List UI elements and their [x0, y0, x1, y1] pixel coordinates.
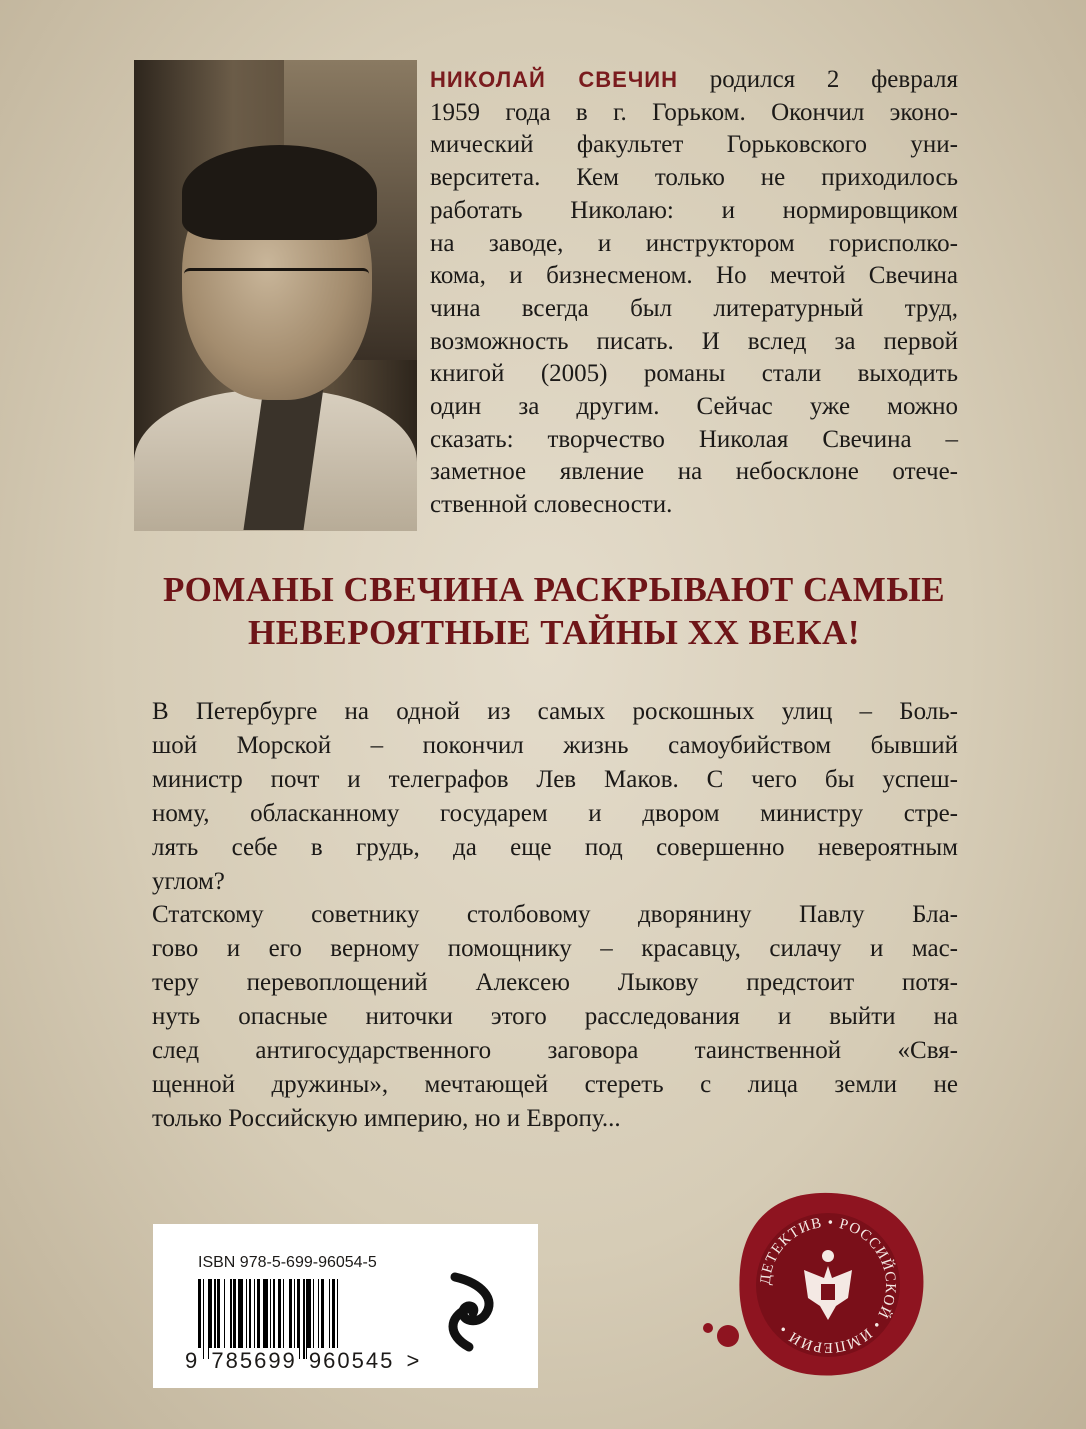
description-line: щенной дружины», мечтающей стереть с лица земли не	[152, 1070, 958, 1098]
description-line: углом?	[152, 867, 225, 895]
bio-line: 1959 года в г. Горьком. Окончил эконо-	[430, 98, 958, 126]
bio-line: на заводе, и инструктором горисполко-	[430, 229, 958, 257]
description-line: нуть опасные ниточки этого расследования и выйти на	[152, 1003, 958, 1031]
bio-line: работать Николаю: и нормировщиком	[430, 196, 958, 224]
bio-line: ственной словесности.	[430, 491, 673, 519]
headline-line: РОМАНЫ СВЕЧИНА РАСКРЫВАЮТ САМЫЕ	[162, 570, 946, 609]
bio-line: возможность писать. И вслед за первой	[430, 327, 958, 355]
isbn-digits	[183, 1348, 423, 1374]
bio-line: кома, и бизнесменом. Но мечтой Свечина	[430, 262, 958, 290]
author-name: НИКОЛАЙ СВЕЧИН	[430, 67, 679, 92]
description-line: министр почт и телеграфов Лев Маков. С чего бы успеш-	[152, 765, 958, 793]
isbn-label: ISBN 978-5-699-96054-5	[198, 1254, 377, 1271]
description-line: гово и его верному помощнику – красавцу, силачу и мас-	[152, 935, 958, 963]
bio-line: верситета. Кем только не приходилось	[430, 164, 958, 192]
description-line: теру перевоплощений Алексею Лыкову предстоит потя-	[152, 969, 958, 997]
headline	[150, 568, 958, 654]
seal-text: ДЕТЕКТИВ • РОССИЙСКОЙ • ИМПЕРИИ •	[757, 1214, 899, 1356]
description-line: лять себе в грудь, да еще под совершенно невероятным	[152, 833, 958, 861]
headline-line: НЕВЕРОЯТНЫЕ ТАЙНЫ XX ВЕКА!	[248, 613, 860, 652]
isbn-digit-group: 785699	[211, 1348, 297, 1373]
bio-line: мический факультет Горьковского уни-	[430, 131, 958, 159]
bio-line: заметное явление на небосклоне отече-	[430, 458, 958, 486]
description-line: только Российскую империю, но и Европу...	[152, 1104, 621, 1132]
bio-line: один за другим. Сейчас уже можно	[430, 393, 958, 421]
bio-text: родился 2 февраля	[678, 66, 958, 93]
author-photo	[134, 60, 417, 531]
bio-line	[430, 64, 958, 97]
description-line: след антигосударственного заговора таинственной «Свя-	[152, 1037, 958, 1065]
isbn-digit-lead: 9	[185, 1348, 200, 1373]
bio-line: сказать: творчество Николая Свечина –	[430, 425, 958, 453]
barcode-bar	[338, 1279, 340, 1359]
isbn-arrow: >	[406, 1348, 422, 1373]
description-line: В Петербурге на одной из самых роскошных улиц – Боль-	[152, 698, 958, 725]
description-line: шой Морской – покончил жизнь самоубийством бывший	[152, 731, 958, 759]
bio-line: чина всегда был литературный труд,	[430, 294, 958, 322]
publisher-logo-icon	[441, 1269, 501, 1354]
isbn-barcode-box	[153, 1224, 538, 1388]
wax-seal-emblem	[700, 1180, 930, 1380]
bio-line: книгой (2005) романы стали выходить	[430, 360, 958, 388]
author-bio	[430, 64, 958, 522]
description-line: ному, обласканному государем и двором министру стре-	[152, 799, 958, 827]
book-description	[152, 695, 958, 1136]
barcode	[198, 1279, 393, 1359]
isbn-digit-group: 960545	[308, 1348, 395, 1373]
description-line: Статскому советнику столбовому дворянину Павлу Бла-	[152, 901, 958, 929]
